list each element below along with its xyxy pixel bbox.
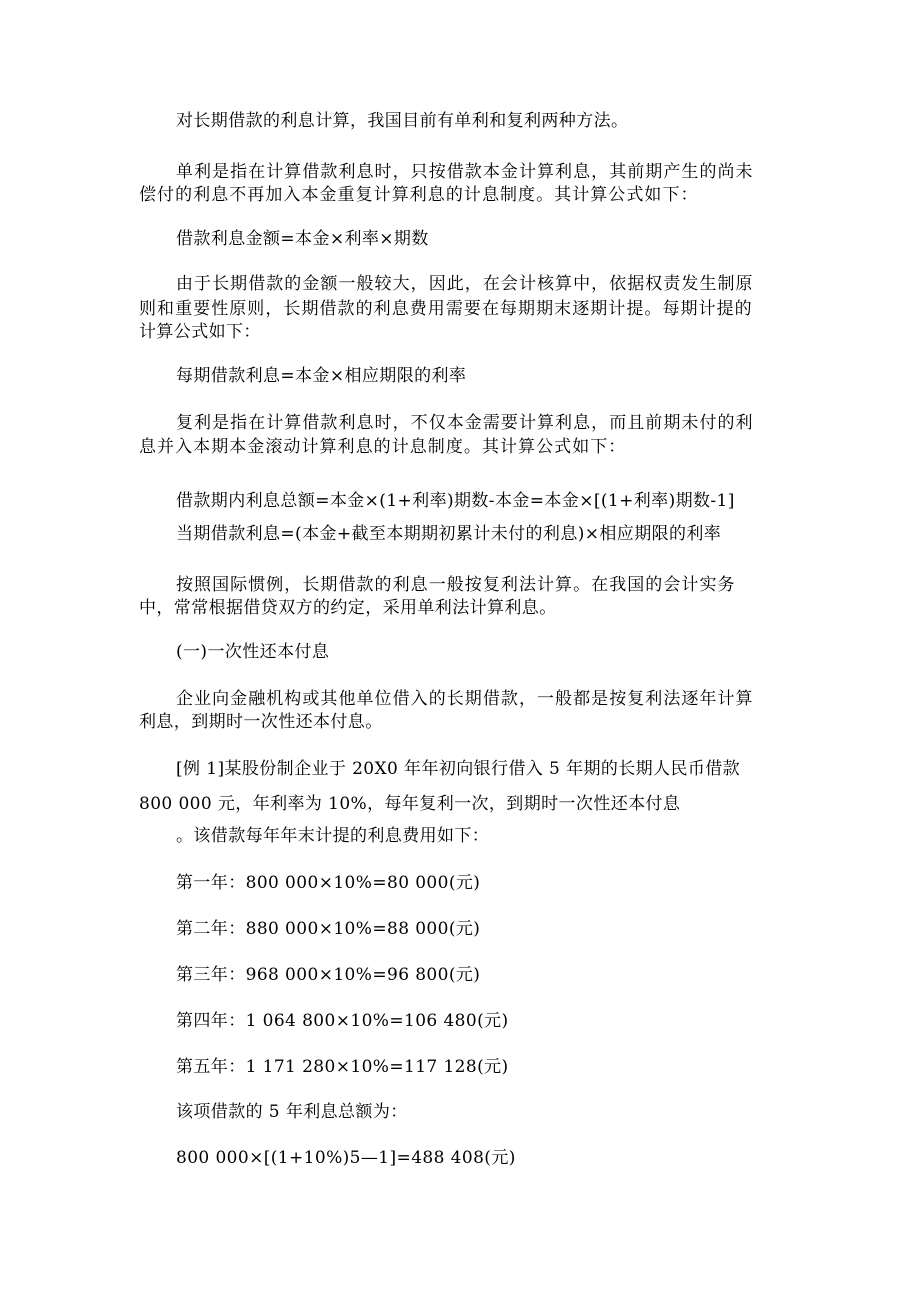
paragraph-international-practice-line-1: 按照国际惯例，长期借款的利息一般按复利法计算。在我国的会计实务 [176, 575, 736, 595]
section-heading-lump-sum: (一)一次性还本付息 [176, 642, 330, 662]
year-5-interest: 第五年：1 171 280×10%=117 128(元) [176, 1057, 509, 1077]
paragraph-accrual-line-2: 则和重要性原则，长期借款的利息费用需要在每期期末逐期计提。每期计提的 [139, 299, 753, 319]
formula-total-compound-interest: 借款期内利息总额=本金×(1+利率)期数-本金=本金×[(1+利率)期数-1] [176, 491, 735, 511]
example-1-line-1: [例 1]某股份制企业于 20X0 年年初向银行借入 5 年期的长期人民币借款 [176, 759, 741, 779]
year-2-interest: 第二年：880 000×10%=88 000(元) [176, 919, 481, 939]
example-1-line-2: 800 000 元，年利率为 10%，每年复利一次，到期时一次性还本付息 [139, 794, 681, 814]
paragraph-accrual-line-1: 由于长期借款的金额一般较大，因此，在会计核算中，依据权责发生制原 [176, 274, 754, 294]
formula-periodic-interest: 每期借款利息=本金×相应期限的利率 [176, 366, 467, 386]
paragraph-simple-interest-line-1: 单利是指在计算借款利息时，只按借款本金计算利息，其前期产生的尚未 [176, 162, 754, 182]
year-4-interest: 第四年：1 064 800×10%=106 480(元) [176, 1011, 509, 1031]
formula-simple-interest: 借款利息金额=本金×利率×期数 [176, 229, 429, 249]
paragraph-lump-sum-line-1: 企业向金融机构或其他单位借入的长期借款，一般都是按复利法逐年计算 [176, 689, 754, 709]
paragraph-international-practice-line-2: 中，常常根据借贷双方的约定，采用单利法计算利息。 [139, 598, 557, 618]
total-interest-label: 该项借款的 5 年利息总额为： [176, 1102, 408, 1122]
year-3-interest: 第三年：968 000×10%=96 800(元) [176, 965, 481, 985]
year-1-interest: 第一年：800 000×10%=80 000(元) [176, 873, 481, 893]
example-1-line-3: 。该借款每年年末计提的利息费用如下： [176, 826, 490, 846]
paragraph-accrual-line-3: 计算公式如下： [139, 322, 261, 342]
paragraph-compound-interest-line-1: 复利是指在计算借款利息时，不仅本金需要计算利息，而且前期未付的利 [176, 413, 754, 433]
formula-current-period-interest: 当期借款利息=(本金+截至本期期初累计未付的利息)×相应期限的利率 [176, 524, 722, 544]
paragraph-simple-interest-line-2: 偿付的利息不再加入本金重复计算利息的计息制度。其计算公式如下： [139, 185, 699, 205]
total-interest-formula: 800 000×[(1+10%)5—1]=488 408(元) [176, 1148, 516, 1168]
paragraph-lump-sum-line-2: 利息，到期时一次性还本付息。 [139, 712, 383, 732]
paragraph-compound-interest-line-2: 息并入本期本金滚动计算利息的计息制度。其计算公式如下： [139, 437, 627, 457]
paragraph-interest-methods: 对长期借款的利息计算，我国目前有单利和复利两种方法。 [176, 111, 629, 131]
